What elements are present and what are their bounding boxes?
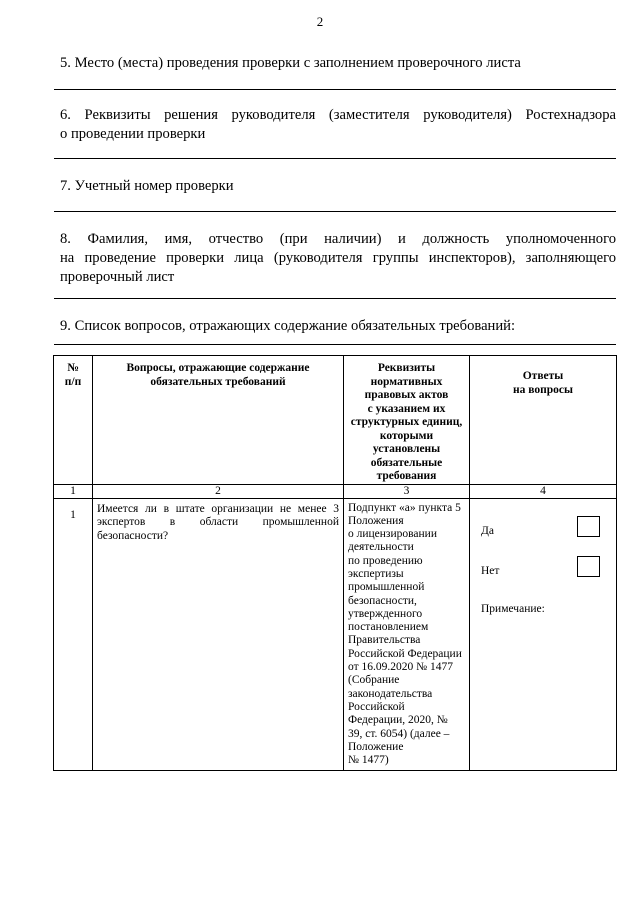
answer-no-label: Нет xyxy=(481,564,500,577)
section-8-line1: 8. Фамилия, имя, отчество (при наличии) и должность уполномоченного xyxy=(60,231,616,247)
column-number: 1 xyxy=(54,484,93,498)
section-7-number: 7. Учетный номер проверки xyxy=(60,178,234,194)
section-8-line2: на проведение проверки лица (руководителя группы инспекторов), заполняющего xyxy=(60,250,616,266)
column-number: 2 xyxy=(93,484,344,498)
header-questions: Вопросы, отражающие содержание обязательных требований xyxy=(93,356,344,485)
answer-no-checkbox[interactable] xyxy=(577,556,600,577)
page-number: 2 xyxy=(316,14,324,29)
question-text: Имеется ли в штате организации не менее 3 экспертов в области промышленной безопасности? xyxy=(93,498,344,770)
answer-yes-label: Да xyxy=(481,524,494,537)
answer-cell xyxy=(470,498,617,770)
section-9-title: 9. Список вопросов, отражающих содержание обязательных требований: xyxy=(60,318,516,334)
column-number: 4 xyxy=(470,484,617,498)
section-8-line3: проверочный лист xyxy=(60,269,175,285)
fill-line-9 xyxy=(54,344,616,345)
column-number-row xyxy=(54,484,617,498)
fill-line-7 xyxy=(54,211,616,212)
section-6-line2: о проведении проверки xyxy=(60,126,206,142)
header-requisites: Реквизиты нормативных правовых актов с указанием их структурных единиц, которыми установлены обязательные требования xyxy=(344,356,470,485)
fill-line-8 xyxy=(54,298,616,299)
row-number: 1 xyxy=(54,498,93,770)
fill-line-5 xyxy=(54,89,616,90)
requisites-text: Подпункт «а» пункта 5 Положения о лицензировании деятельности по проведению экспертизы промышленной безопасности, утвержденного постановлением Правительства Российской Федерации от 16.09.2020 № 1477 (Собрание законодательства Российской Федерации, 2020, № 39, ст. 6054) (далее – Положение № 1477) xyxy=(344,498,470,770)
fill-line-6 xyxy=(54,158,616,159)
section-5-place: 5. Место (места) проведения проверки с заполнением проверочного листа xyxy=(60,55,521,71)
table-header-row xyxy=(54,356,617,485)
table-row xyxy=(54,498,617,770)
answer-yes-checkbox[interactable] xyxy=(577,516,600,537)
header-num: № п/п xyxy=(54,356,93,485)
note-label: Примечание: xyxy=(481,602,545,615)
header-answers: Ответы на вопросы xyxy=(470,356,617,485)
column-number: 3 xyxy=(344,484,470,498)
checklist-table xyxy=(53,355,617,771)
section-6-line1: 6. Реквизиты решения руководителя (заместителя руководителя) Ростехнадзора xyxy=(60,107,616,123)
